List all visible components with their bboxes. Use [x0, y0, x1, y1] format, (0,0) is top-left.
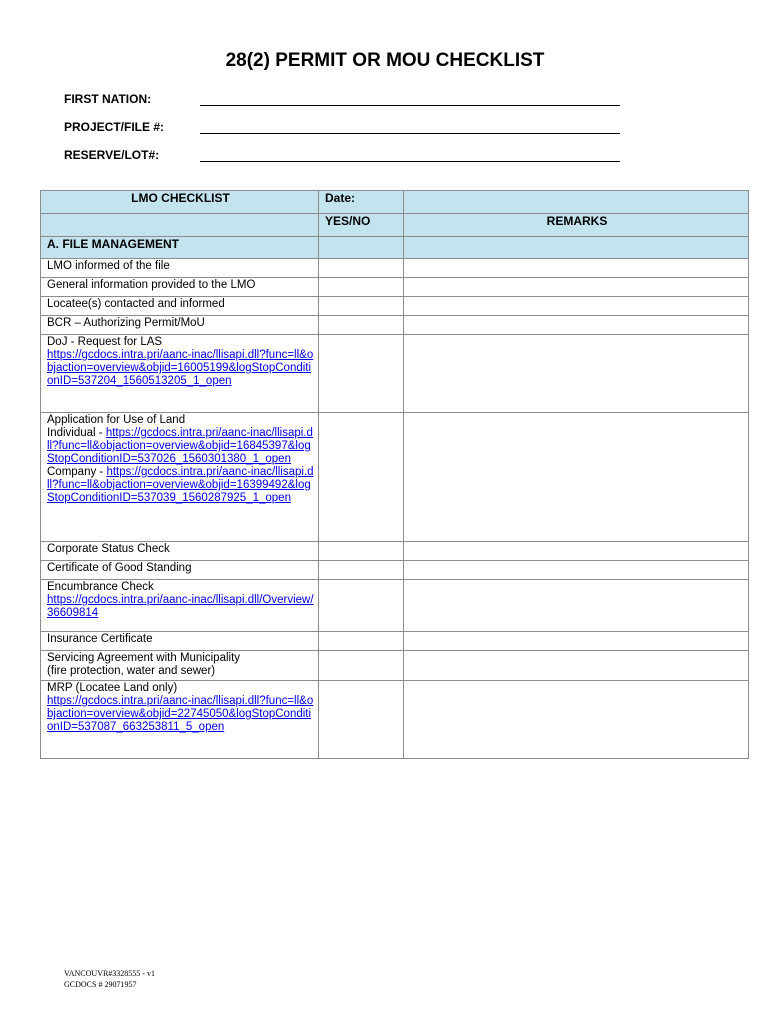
table-row	[41, 542, 749, 561]
table-row	[41, 413, 749, 542]
item-label: LMO informed of the file	[41, 259, 319, 278]
page-title: 28(2) PERMIT OR MOU CHECKLIST	[225, 50, 545, 71]
yes-no-cell[interactable]	[319, 335, 404, 413]
individual-label: Individual -	[47, 427, 106, 439]
lmo-checklist-table	[40, 190, 749, 759]
yes-no-header: YES/NO	[319, 214, 404, 237]
yes-no-cell[interactable]	[319, 542, 404, 561]
first-nation-line[interactable]	[200, 105, 620, 106]
empty-header-cell	[41, 214, 319, 237]
section-a-heading: A. FILE MANAGEMENT	[41, 237, 319, 259]
remarks-cell[interactable]	[404, 651, 749, 681]
yes-no-cell[interactable]	[319, 297, 404, 316]
yes-no-cell[interactable]	[319, 561, 404, 580]
remarks-cell[interactable]	[404, 632, 749, 651]
remarks-cell[interactable]	[404, 335, 749, 413]
item-label: DoJ - Request for LAS	[47, 336, 163, 348]
item-label: Certificate of Good Standing	[41, 561, 319, 580]
footer-gcdocs-id: GCDOCS # 29071957	[64, 980, 137, 989]
item-label: Corporate Status Check	[41, 542, 319, 561]
individual-link[interactable]: https://gcdocs.intra.pri/aanc-inac/llisapi.dll?func=ll&objaction=overview&objid=16845397&logStopConditionID=537026_1560301380_1_open	[47, 427, 313, 465]
yes-no-cell[interactable]	[319, 278, 404, 297]
item-label: BCR – Authorizing Permit/MoU	[41, 316, 319, 335]
item-label: Application for Use of Land	[47, 414, 186, 426]
remarks-cell[interactable]	[404, 413, 749, 542]
item-label: General information provided to the LMO	[41, 278, 319, 297]
section-cell	[404, 237, 749, 259]
mrp-link[interactable]: https://gcdocs.intra.pri/aanc-inac/llisapi.dll?func=ll&objaction=overview&objid=22745050&logStopConditionID=537087_663253811_5_open	[47, 695, 314, 733]
item-cell	[41, 651, 319, 681]
table-row	[41, 651, 749, 681]
lmo-checklist-header: LMO CHECKLIST	[41, 191, 319, 214]
item-cell	[41, 413, 319, 542]
item-label: Locatee(s) contacted and informed	[41, 297, 319, 316]
remarks-cell[interactable]	[404, 278, 749, 297]
remarks-cell[interactable]	[404, 297, 749, 316]
item-label-note: (fire protection, water and sewer)	[47, 665, 216, 677]
table-row	[41, 632, 749, 651]
item-label: MRP (Locatee Land only)	[47, 682, 178, 694]
item-cell	[41, 335, 319, 413]
remarks-cell[interactable]	[404, 580, 749, 632]
remarks-cell[interactable]	[404, 561, 749, 580]
remarks-cell[interactable]	[404, 259, 749, 278]
remarks-cell[interactable]	[404, 681, 749, 759]
yes-no-cell[interactable]	[319, 681, 404, 759]
table-header-row	[41, 191, 749, 214]
yes-no-cell[interactable]	[319, 316, 404, 335]
reserve-lot-field[interactable]	[64, 148, 159, 162]
company-label: Company -	[47, 466, 107, 478]
project-file-line[interactable]	[200, 133, 620, 134]
item-cell	[41, 681, 319, 759]
remarks-header: REMARKS	[404, 214, 749, 237]
table-row	[41, 335, 749, 413]
reserve-lot-label: RESERVE/LOT#:	[64, 148, 160, 162]
project-file-label: PROJECT/FILE #:	[64, 120, 165, 134]
item-label: Servicing Agreement with Municipality	[47, 652, 241, 664]
table-row	[41, 561, 749, 580]
item-label: Encumbrance Check	[47, 581, 154, 593]
remarks-cell[interactable]	[404, 542, 749, 561]
section-row	[41, 237, 749, 259]
table-row	[41, 259, 749, 278]
first-nation-label: FIRST NATION:	[64, 92, 152, 106]
item-label: Insurance Certificate	[41, 632, 319, 651]
yes-no-cell[interactable]	[319, 632, 404, 651]
footer	[64, 968, 155, 990]
yes-no-cell[interactable]	[319, 651, 404, 681]
project-file-field[interactable]	[64, 120, 164, 134]
table-row	[41, 278, 749, 297]
footer-doc-id: VANCOUVR#3328555 - v1	[64, 969, 155, 978]
yes-no-cell[interactable]	[319, 413, 404, 542]
encumbrance-link[interactable]: https://gcdocs.intra.pri/aanc-inac/llisapi.dll/Overview/36609814	[47, 594, 314, 619]
table-row	[41, 580, 749, 632]
item-cell	[41, 580, 319, 632]
table-row	[41, 316, 749, 335]
yes-no-cell[interactable]	[319, 259, 404, 278]
reserve-lot-line[interactable]	[200, 161, 620, 162]
table-row	[41, 297, 749, 316]
remarks-cell[interactable]	[404, 316, 749, 335]
date-cell[interactable]	[404, 191, 749, 214]
table-subheader-row	[41, 214, 749, 237]
first-nation-field[interactable]	[64, 92, 151, 106]
doj-las-link[interactable]: https://gcdocs.intra.pri/aanc-inac/llisapi.dll?func=ll&objaction=overview&objid=16005199&logStopConditionID=537204_1560513205_1_open	[47, 349, 314, 387]
table-row	[41, 681, 749, 759]
yes-no-cell[interactable]	[319, 580, 404, 632]
section-cell	[319, 237, 404, 259]
company-link[interactable]: https://gcdocs.intra.pri/aanc-inac/llisapi.dll?func=ll&objaction=overview&objid=16399492&logStopConditionID=537039_1560287925_1_open	[47, 466, 314, 504]
date-label: Date:	[319, 191, 404, 214]
